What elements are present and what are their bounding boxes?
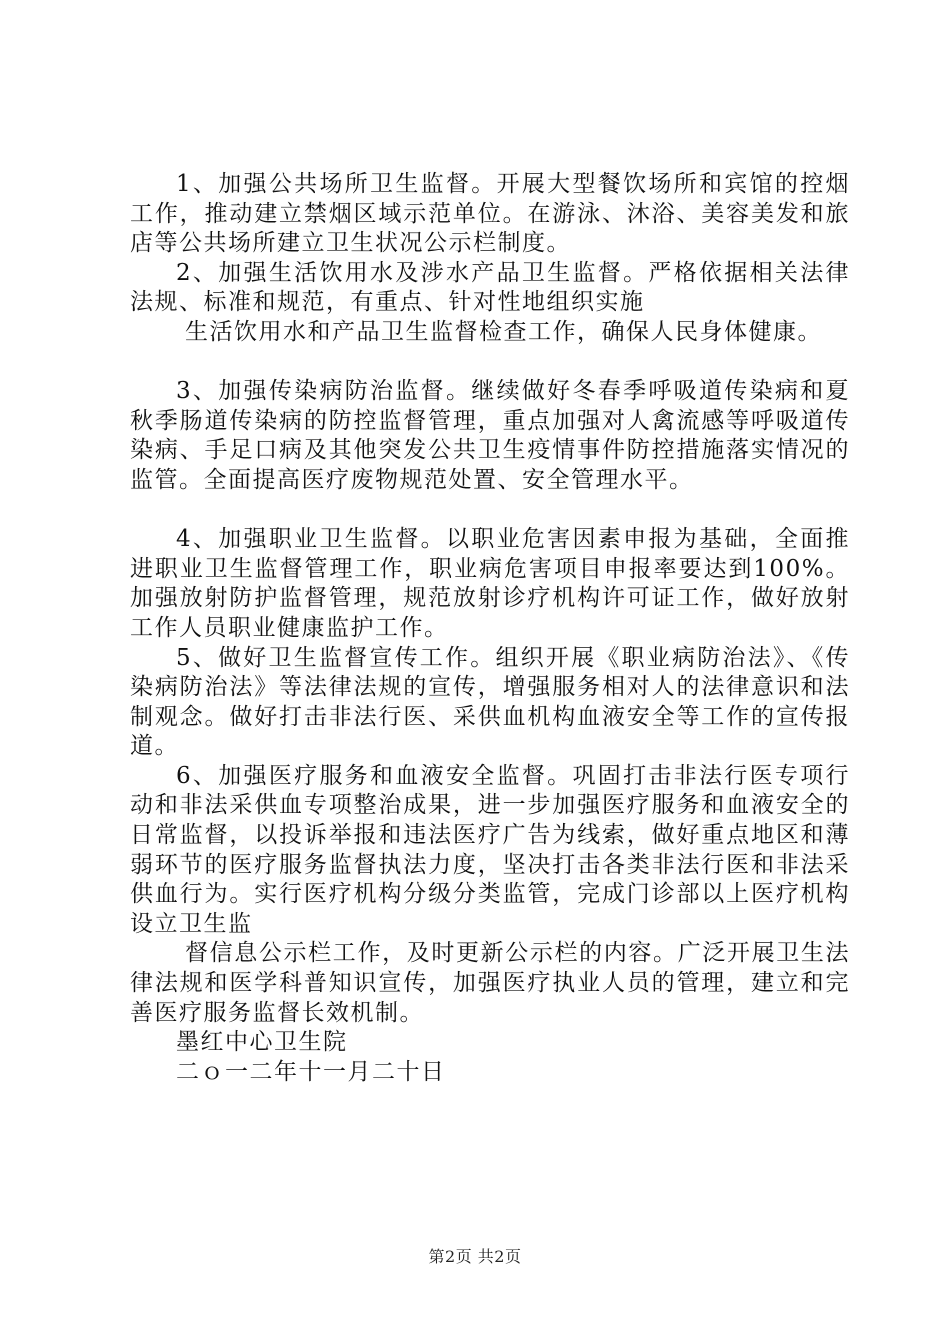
paragraph-infectious-disease: 3、加强传染病防治监督。继续做好冬春季呼吸道传染病和夏秋季肠道传染病的防控监督管理，重点加强对人禽流感等呼吸道传染病、手足口病及其他突发公共卫生疫情事件防控措施落实情况的监管。全面提高医疗废物规范处置、安全管理水平。 [130,378,850,493]
paragraph-public-places: 1、加强公共场所卫生监督。开展大型餐饮场所和宾馆的控烟工作，推动建立禁烟区域示范单位。在游泳、沐浴、美容美发和旅店等公共场所建立卫生状况公示栏制度。 [130,171,850,257]
signature-date: 二ｏ一二年十一月二十日 [176,1058,446,1085]
paragraph-medical-service: 6、加强医疗服务和血液安全监督。巩固打击非法行医专项行动和非法采供血专项整治成果，进一步加强医疗服务和血液安全的日常监督，以投诉举报和违法医疗广告为线索，做好重点地区和薄弱环节的医疗服务监督执法力度，坚决打击各类非法行医和非法采供血行为。实行医疗机构分级分类监管，完成门诊部以上医疗机构设立卫生监 [130,762,850,937]
paragraph-gap [130,348,850,378]
paragraph-publicity: 5、做好卫生监督宣传工作。组织开展《职业病防治法》、《传染病防治法》等法律法规的宣传，增强服务相对人的法律意识和法制观念。做好打击非法行医、采供血机构血液安全等工作的宣传报道。 [130,644,850,760]
paragraph-medical-service-continued: 督信息公示栏工作，及时更新公示栏的内容。广泛开展卫生法律法规和医学科普知识宣传，加强医疗执业人员的管理，建立和完善医疗服务监督长效机制。 [130,940,850,1026]
paragraph-drinking-water-continued: 生活饮用水和产品卫生监督检查工作，确保人民身体健康。 [185,318,822,345]
document-body [130,170,850,1087]
page-number-footer: 第2页 共2页 [428,1247,522,1266]
signature-organization: 墨红中心卫生院 [176,1029,348,1056]
paragraph-occupational-health: 4、加强职业卫生监督。以职业危害因素申报为基础，全面推进职业卫生监督管理工作，职业病危害项目申报率要达到100%。加强放射防护监督管理，规范放射诊疗机构许可证工作，做好放射工作人员职业健康监护工作。 [130,526,850,641]
paragraph-drinking-water: 2、加强生活饮用水及涉水产品卫生监督。严格依据相关法律法规、标准和规范，有重点、针对性地组织实施 [130,259,850,316]
paragraph-gap [130,496,850,526]
